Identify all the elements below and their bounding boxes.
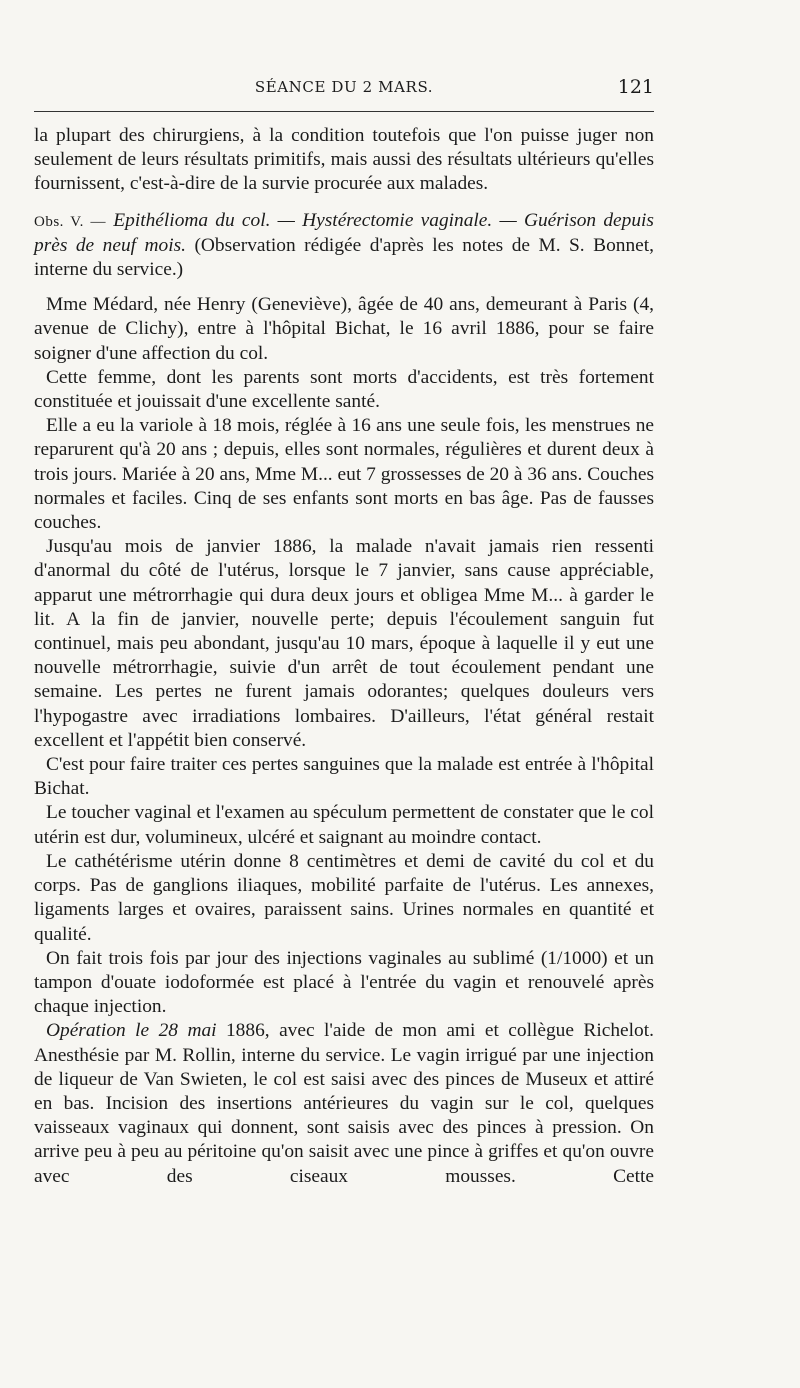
operation-text: 1886, avec l'aide de mon ami et collègue Richelot. Anesthésie par M. Rollin, interne du service. Le vagin irrigué par une injection de liqueur de Van Swieten, le col est saisi avec des pinces de Museux et attiré en bas. Incision des insertions antérieures du vagin sur le col, quelques vaisseaux vaginaux qui donnent, sont saisis avec des pinces à pression. On arrive peu à peu au péritoine qu'on saisit avec une pince à griffes et qu'on ouvre avec des ciseaux mousses. Cette [34, 1020, 654, 1187]
observation-heading [34, 209, 654, 283]
operation-lead: Opération le 28 mai [46, 1020, 217, 1042]
page-header [34, 78, 654, 102]
page-number: 121 [617, 76, 654, 98]
paragraph-admission: C'est pour faire traiter ces pertes sanguines que la malade est entrée à l'hôpital Bichat. [34, 754, 654, 800]
paragraph-history: Elle a eu la variole à 18 mois, réglée à 16 ans une seule fois, les menstrues ne reparurent qu'à 20 ans ; depuis, elles sont normales, régulières et durent deux à trois jours. Mariée à 20 ans, Mme M... eut 7 grossesses de 20 à 36 ans. Couches normales et faciles. Cinq de ses enfants sont morts en bas âge. Pas de fausses couches. [34, 415, 654, 534]
paragraph-catheterism: Le cathétérisme utérin donne 8 centimètres et demi de cavité du col et du corps. Pas de ganglions iliaques, mobilité parfaite de l'utérus. Les annexes, ligaments larges et ovaires, paraissent sains. Urines normales en quantité et qualité. [34, 850, 654, 945]
paragraph-symptoms: Jusqu'au mois de janvier 1886, la malade n'avait jamais rien ressenti d'anormal du côté de l'utérus, lorsque le 7 janvier, sans cause appréciable, apparut une métrorrhagie qui dura deux jours et obligea Mme M... à garder le lit. A la fin de janvier, nouvelle perte; depuis l'écoulement sanguin fut continuel, mais peu abondant, jusqu'au 10 mars, époque à laquelle il y eut une nouvelle métrorrhagie, suivie d'un arrêt de tout écoulement pendant une semaine. Les pertes ne furent jamais odorantes; quelques douleurs vers l'hypogastre avec irradiations lombaires. D'ailleurs, l'état général restait excellent et l'appétit bien conservé. [34, 536, 654, 751]
observation-note: (Observation rédigée d'après les notes de M. S. Bonnet, interne du service.) [34, 234, 654, 281]
paragraph-operation [34, 1019, 654, 1188]
paragraph-constitution: Cette femme, dont les parents sont morts d'accidents, est très fortement constituée et jouissait d'une excellente santé. [34, 366, 654, 413]
paragraph-intro: la plupart des chirurgiens, à la condition toutefois que l'on puisse juger non seulement de leurs résultats primitifs, mais aussi des résultats ultérieurs qu'elles fournissent, c'est-à-dire de la survie procurée aux malades. [34, 125, 654, 195]
paragraph-injections: On fait trois fois par jour des injections vaginales au sublimé (1/1000) et un tampon d'ouate iodoformée est placé à l'entrée du vagin et renouvelé après chaque injection. [34, 947, 654, 1018]
observation-title: Epithélioma du col. — Hystérectomie vaginale. — Guérison depuis près de neuf mois. [34, 209, 654, 256]
paragraph-exam: Le toucher vaginal et l'examen au spéculum permettent de constater que le col utérin est dur, volumineux, ulcéré et saignant au moindre contact. [34, 802, 654, 848]
page-body [34, 124, 654, 1189]
header-rule [34, 111, 654, 112]
paragraph-patient: Mme Médard, née Henry (Geneviève), âgée de 40 ans, demeurant à Paris (4, avenue de Clichy), entre à l'hôpital Bichat, le 16 avril 1886, pour se faire soigner d'une affection du col. [34, 294, 654, 364]
observation-label: Obs. V. — [34, 213, 107, 230]
running-title: SÉANCE DU 2 MARS. [254, 78, 434, 96]
